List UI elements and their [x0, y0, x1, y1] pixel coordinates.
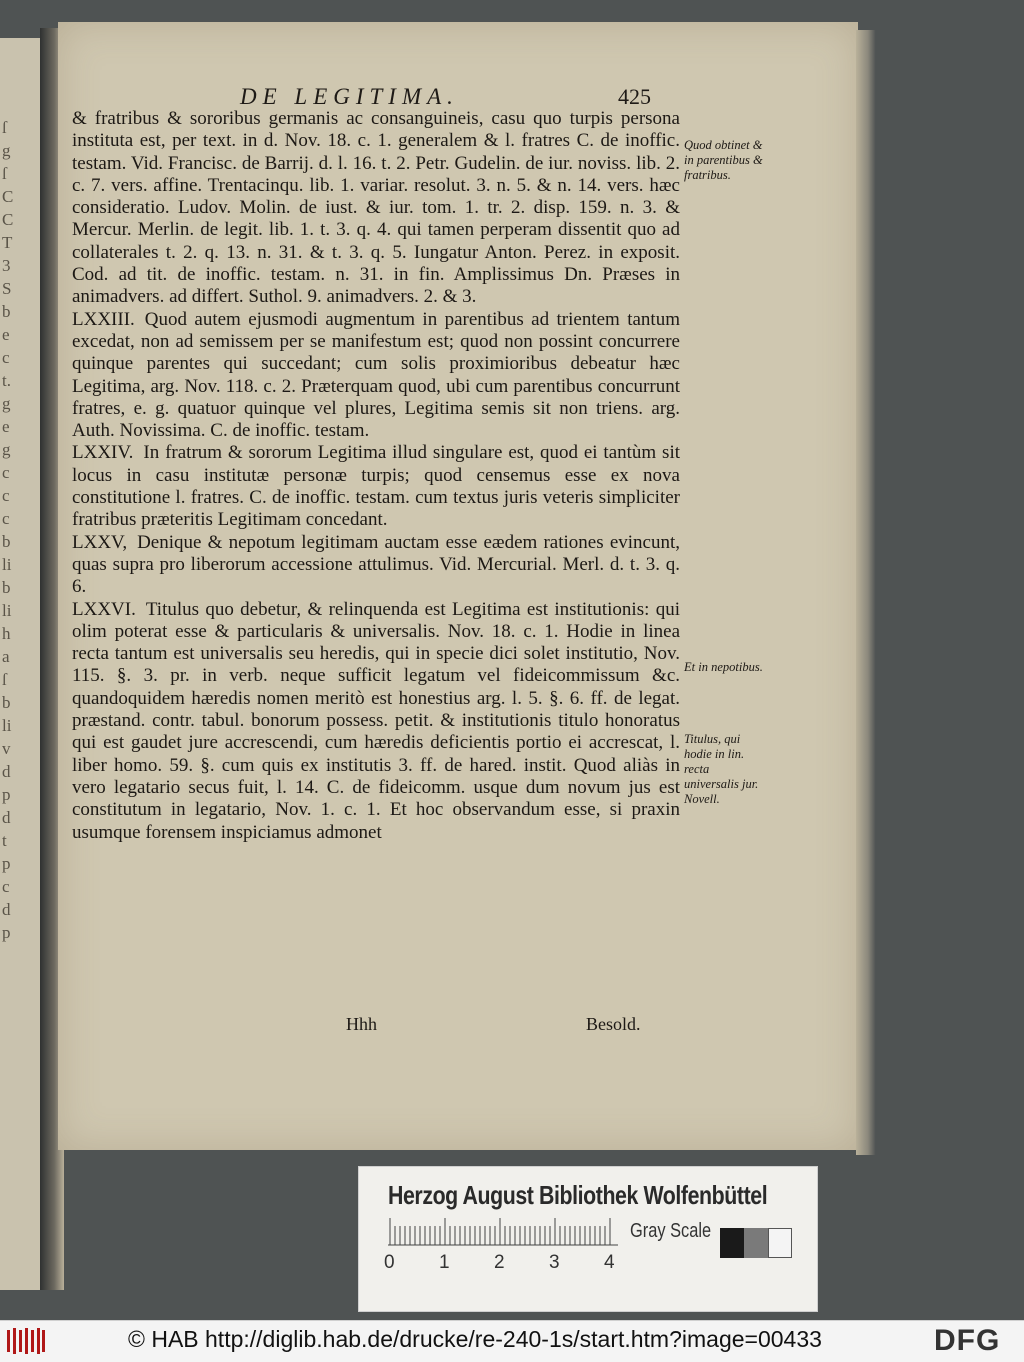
gray-swatch-mid	[744, 1228, 768, 1258]
margin-note: Quod obtinet & in parentibus & fratribus.	[684, 138, 763, 182]
prev-page-fragment: c	[2, 348, 10, 367]
page-edge	[856, 30, 876, 1155]
section-number: LXXVI.	[72, 598, 136, 620]
section-number: LXXIII.	[72, 308, 135, 330]
prev-page-fragment: ſ	[2, 164, 7, 183]
paragraph: LXXIII. Quod autem ejusmodi augmentum in parentibus ad trientem tantum excedat, non ad semissem per se manifestum est; quod non possint concurrere quinque parentes qui succedant; cum solis proximioribus debeatur hæc Legitima, arg. Nov. 118. c. 2. Præterquam quod, ubi cum parentibus concurrunt fratres, e. g. quatuor quinque vel plures, Legitima semis sit non triens. arg. Auth. Novissima. C. de inoffic. testam.	[72, 308, 680, 442]
prev-page-fragment: h	[2, 624, 11, 643]
ruler-number: 1	[439, 1252, 450, 1273]
gray-scale-label: Gray Scale	[630, 1220, 712, 1242]
section-number: LXXV,	[72, 531, 128, 553]
main-text-block	[72, 108, 680, 844]
prev-page-fragment: c	[2, 463, 10, 482]
paragraph: & fratribus & sororibus germanis ac consanguineis, casu quo turpis persona instituta est, per text. in d. Nov. 18. c. 1. generalem & l. fratres C. de inoffic. testam. Vid. Francisc. de Barrij. d. l. 16. t. 2. Petr. Gudelin. de iur. noviss. lib. 2. c. 7. vers. affine. Trentacinqu. lib. 1. variar. resolut. 3. n. 5. & n. 14. vers. hæc consideratio. Ludov. Molin. de iust. & iur. tom. 1. tr. 2. disp. 159. n. 3. & Mercur. Merlin. de legit. lib. 1. t. 3. q. 4. qui tamen perperam dissentit quo ad collaterales t. 2. q. 13. n. 31. & t. 3. q. 5. Iungatur Anton. Perez. in exposit. Cod. ad tit. de inoffic. testam. n. 31. in fin. Amplissimus Dn. Præses in animadvers. ad differt. Suthol. 9. animadvers. 2. & 3.	[72, 108, 680, 308]
ruler-number: 0	[384, 1252, 395, 1273]
paragraph: LXXIV. In fratrum & sororum Legitima illud singulare est, quod ei tantùm sit locus in casu institutæ personæ turpis; quod censemus esse ex nova constitutione l. fratres. C. de inoffic. testam. cum textus juris veteris simpliciter fratribus præteritis Legitimam concedant.	[72, 442, 680, 531]
prev-page-fragment: ſ	[2, 670, 7, 689]
footer-url[interactable]: © HAB http://diglib.hab.de/drucke/re-240-1s/start.htm?image=00433	[128, 1326, 822, 1352]
prev-page-fragment: c	[2, 877, 10, 896]
prev-page-fragment: g	[2, 394, 11, 413]
prev-page-fragment: v	[2, 739, 11, 758]
prev-page-fragment: t	[2, 831, 7, 850]
prev-page-fragment: g	[2, 440, 11, 459]
ruler-number: 2	[494, 1252, 505, 1273]
prev-page-fragment: b	[2, 302, 11, 321]
paragraph: LXXVI. Titulus quo debetur, & relinquenda est Legitima est institutionis: qui olim poterat esse & particularis & universalis. Nov. 18. c. 1. Hodie in linea recta tantum est universalis seu heredis, qui in specie dici solet institutio, Nov. 115. §. 3. pr. in verb. neque sufficit legatum vel fideicommissum &c. quandoquidem hæredis nomen meritò est honestius arg. l. 5. §. 6. ff. de legat. præstand. contr. tabul. bonorum possess. petit. & institutionis titulo honoratus qui est gaudet jure accrescendi, cum hæredis deficientis portio ei accrescat, l. liber homo. 59. §. cum quis ex institutis 3. ff. de hared. instit. Quod aliàs in vero legatario secus fuit, l. 14. C. de fideicomm. usque dum novum jus est constitutum in legatario, Nov. 1. c. 1. Et hoc observandum esse, si praxin usumque forensem inspiciamus admonet	[72, 598, 680, 843]
hab-logo-icon	[6, 1326, 46, 1356]
prev-page-fragment: 3	[2, 256, 11, 275]
prev-page-fragment: e	[2, 417, 10, 436]
prev-page-fragment: c	[2, 509, 10, 528]
prev-page-fragment: b	[2, 693, 11, 712]
prev-page-fragment: ſ	[2, 118, 7, 137]
ruler-scale	[388, 1218, 618, 1246]
ruler-number: 4	[604, 1252, 615, 1273]
prev-page-fragment: li	[2, 716, 12, 735]
signature-mark: Hhh	[346, 1014, 377, 1034]
section-number: LXXIV.	[72, 442, 134, 464]
prev-page-fragment: t.	[2, 371, 11, 390]
page-number: 425	[618, 84, 651, 109]
running-head: DE LEGITIMA.	[240, 84, 459, 109]
prev-page-fragment: d	[2, 900, 11, 919]
prev-page-fragment: p	[2, 854, 11, 873]
prev-page-fragment: c	[2, 486, 10, 505]
prev-page-fragment: li	[2, 601, 12, 620]
catchword: Besold.	[586, 1014, 641, 1034]
dfg-logo: DFG	[934, 1324, 1001, 1357]
prev-page-fragment: C	[2, 210, 14, 229]
prev-page-fragment: T	[2, 233, 13, 252]
prev-page-fragment: li	[2, 555, 12, 574]
prev-page-fragment: S	[2, 279, 12, 298]
prev-page-fragment: p	[2, 785, 11, 804]
margin-note: Et in nepotibus.	[684, 660, 763, 674]
margin-note: Titulus, qui hodie in lin. recta universalis jur. Novell.	[684, 732, 759, 806]
previous-page-edge	[0, 38, 42, 1290]
prev-page-fragment: e	[2, 325, 10, 344]
prev-page-fragment: g	[2, 141, 11, 160]
prev-page-fragment: d	[2, 808, 11, 827]
prev-page-fragment: p	[2, 923, 11, 942]
prev-page-fragment: C	[2, 187, 14, 206]
prev-page-fragment: a	[2, 647, 10, 666]
gray-swatch-light	[768, 1228, 792, 1258]
prev-page-fragment: b	[2, 532, 11, 551]
prev-page-fragment: b	[2, 578, 11, 597]
library-name: Herzog August Bibliothek Wolfenbüttel	[388, 1180, 768, 1210]
gray-swatch-dark	[720, 1228, 744, 1258]
prev-page-fragment: d	[2, 762, 11, 781]
ruler-number: 3	[549, 1252, 560, 1273]
paragraph: LXXV, Denique & nepotum legitimam auctam esse eædem rationes evincunt, quas supra pro liberorum accessione attulimus. Vid. Mercurial. Merl. d. t. 3. q. 6.	[72, 531, 680, 598]
